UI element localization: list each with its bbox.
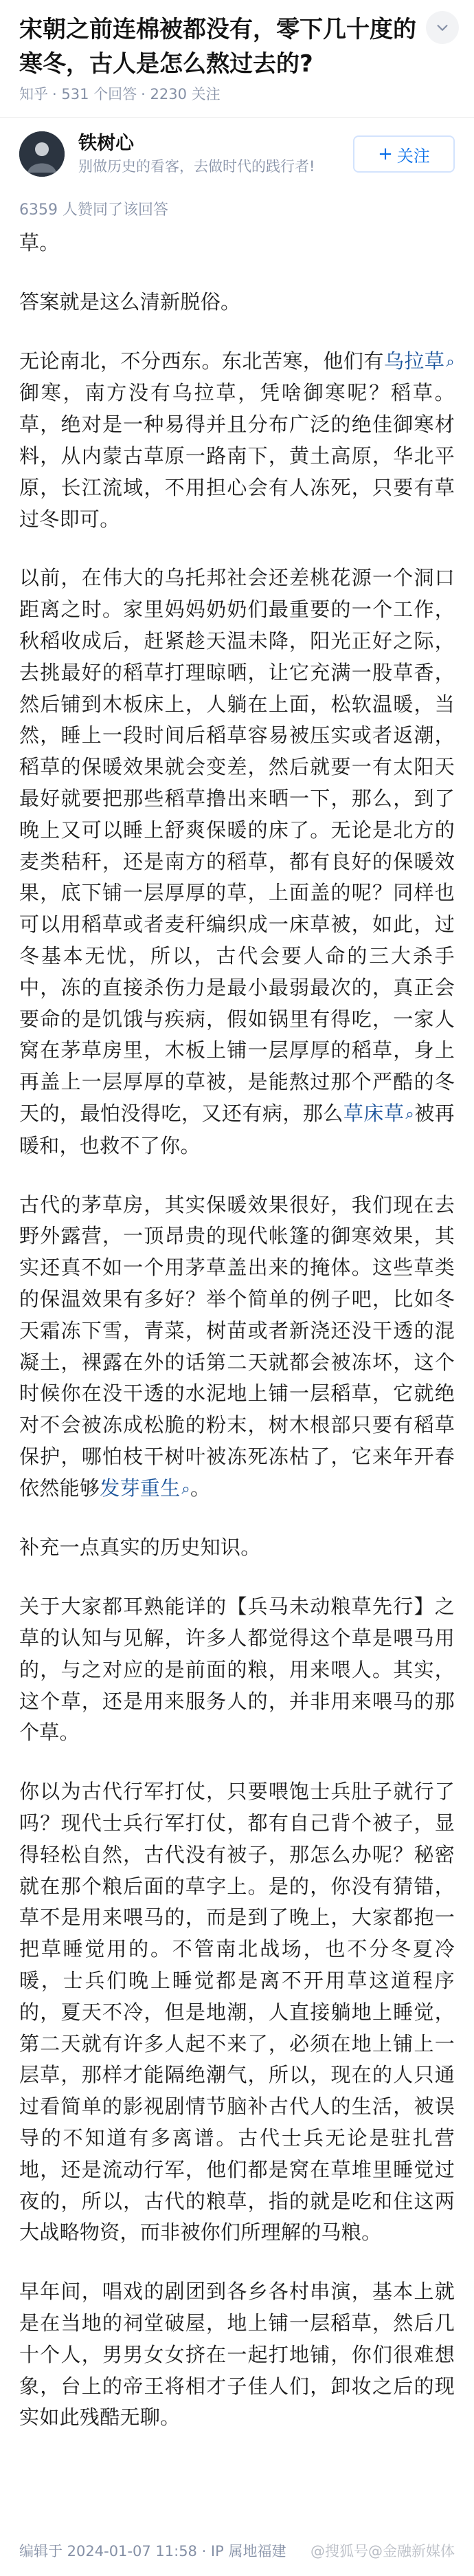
collapse-button[interactable]: [426, 11, 459, 44]
paragraph: 早年间，唱戏的剧团到各乡各村串演，基本上就是在当地的祠堂破屋，地上铺一层稻草，然后几十个人，男男女女挤在一起打地铺，你们很难想象，台上的帝王将相才子佳人们，卸妆之后的现实如此残酷无聊。: [19, 2280, 455, 2430]
paragraph: [19, 563, 455, 1161]
paragraph: 你以为古代行军打仗，只要喂饱士兵肚子就行了吗？现代士兵行军打仗，都有自己背个被子，显得轻松自然，古代没有被子，那怎么办呢？秘密就在那个粮后面的草字上。是的，你没有猜错，草不是用来喂马的，而是到了晚上，大家都抱一把草睡觉用的。不管南北战场，也不分冬夏冷暖，士兵们晚上睡觉都是离不开用草这道程序的，夏天不冷，但是地潮，人直接躺地上睡觉，第二天就有许多人起不来了，必须在地上铺上一层草，那样才能隔绝潮气，所以，现在的人只通过看简单的影视剧情节脑补古代人的生活，被误导的不知道有多离谱。古代士兵无论是驻扎营地，还是流动行军，他们都是窝在草堆里睡觉过夜的，所以，古代的粮草，指的就是吃和住这两大战略物资，而非被你们所理解的马粮。: [19, 1780, 455, 2245]
avatar[interactable]: [19, 131, 65, 177]
magnifier-icon: ⌕: [446, 353, 455, 371]
follower-count: 2230 关注: [150, 86, 221, 102]
magnifier-icon: ⌕: [405, 1105, 414, 1123]
magnifier-icon: ⌕: [181, 1480, 191, 1498]
plus-icon: +: [378, 144, 393, 164]
question-meta: 知乎 · 531 个回答 · 2230 关注: [19, 86, 221, 102]
edit-date: 编辑于 2024-01-07 11:58 · IP 属地福建: [19, 2543, 286, 2559]
paragraph: 补充一点真实的历史知识。: [19, 1536, 261, 1560]
author-row: [0, 118, 474, 179]
keyword-link-wula-grass[interactable]: [384, 349, 455, 373]
answer-body: [0, 228, 474, 2434]
follow-button[interactable]: [353, 135, 455, 173]
keyword-text: 草床草: [343, 1101, 405, 1125]
text-segment: 御寒，南方没有乌拉草，凭啥御寒呢？稻草。草，绝对是一种易得并且分布广泛的绝佳御寒材料，从内蒙古草原一路南下，黄土高原，华北平原，长江流域，不用担心会有人冻死，只要有草过冬即可。: [19, 381, 455, 531]
watermark: @搜狐号@金融新媒体: [311, 2543, 455, 2559]
keyword-text: 发芽重生: [100, 1476, 181, 1500]
chevron-down-icon: [435, 20, 450, 35]
answer-footer: [19, 2540, 455, 2561]
source-label: 知乎: [19, 86, 48, 102]
author-info: [78, 131, 353, 177]
avatar-image: [19, 131, 65, 177]
author-name[interactable]: 铁树心: [78, 133, 134, 154]
upvote-count: 6359 人赞同了该回答: [19, 201, 168, 219]
answer-count: 531 个回答: [61, 86, 137, 102]
keyword-text: 乌拉草: [383, 349, 445, 373]
question-title[interactable]: 宋朝之前连棉被都没有，零下几十度的寒冬，古人是怎么熬过去的?: [19, 16, 416, 78]
question-header: [0, 0, 474, 105]
keyword-link-straw-bed[interactable]: [343, 1102, 414, 1125]
paragraph: [19, 1190, 455, 1505]
text-segment: 古代的茅草房，其实保暖效果很好，我们现在去野外露营，一顶昂贵的现代帐篷的御寒效果，其实还真不如一个用茅草盖出来的掩体。这些草类的保温效果有多好？举个简单的例子吧，比如冬天霜冻下雪，青菜，树苗或者新浇还没干透的混凝土，裸露在外的话第二天就都会被冻坏，这个时候你在没干透的水泥地上铺一层稻草，它就绝对不会被冻成松脆的粉末，树木根部只要有稻草保护，哪怕枝干树叶被冻死冻枯了，它来年开春依然能够: [19, 1192, 455, 1500]
paragraph: 关于大家都耳熟能详的【兵马未动粮草先行】之草的认知与见解，许多人都觉得这个草是喂马用的，与之对应的是前面的粮，用来喂人。其实，这个草，还是用来服务人的，并非用来喂马的那个草。: [19, 1595, 455, 1745]
author-bio: 别做历史的看客，去做时代的践行者!: [78, 158, 315, 175]
follow-label: 关注: [396, 146, 430, 166]
paragraph: 答案就是这么清新脱俗。: [19, 290, 241, 314]
paragraph: [19, 346, 455, 536]
keyword-link-sprout[interactable]: [100, 1476, 190, 1500]
paragraph: 草。: [19, 231, 60, 254]
text-segment: 被再暖和，也救不了你。: [19, 1101, 455, 1157]
text-segment: 。: [190, 1476, 211, 1500]
text-segment: 无论南北，不分西东。东北苦寒，他们有: [19, 349, 384, 373]
text-segment: 以前，在伟大的乌托邦社会还差桃花源一个洞口距离之时。家里妈妈奶奶们最重要的一个工作，秋稻收成后，赶紧趁天温未降，阳光正好之际，去挑最好的稻草打理晾晒，让它充满一股草香，然后铺到木板床上，人躺在上面，松软温暖，当然，睡上一段时间后稻草容易被压实或者返潮，稻草的保暖效果就会变差，然后就要一有太阳天最好就要把那些稻草撸出来晒一下，那么，到了晚上又可以睡上舒爽保暖的床了。无论是北方的麦类秸秆，还是南方的稻草，都有良好的保暖效果，底下铺一层厚厚的草，上面盖的呢？同样也可以用稻草或者麦秆编织成一床草被，如此，过冬基本无忧，所以，古代会要人命的三大杀手中，冻的直接杀伤力是最小最弱最次的，真正会要命的是饥饿与疾病，假如锅里有得吃，一家人窝在茅草房里，木板上铺一层厚厚的稻草，身上再盖上一层厚厚的草被，是能熬过那个严酷的冬天的，最怕没得吃，又还有病，那么: [19, 566, 455, 1125]
